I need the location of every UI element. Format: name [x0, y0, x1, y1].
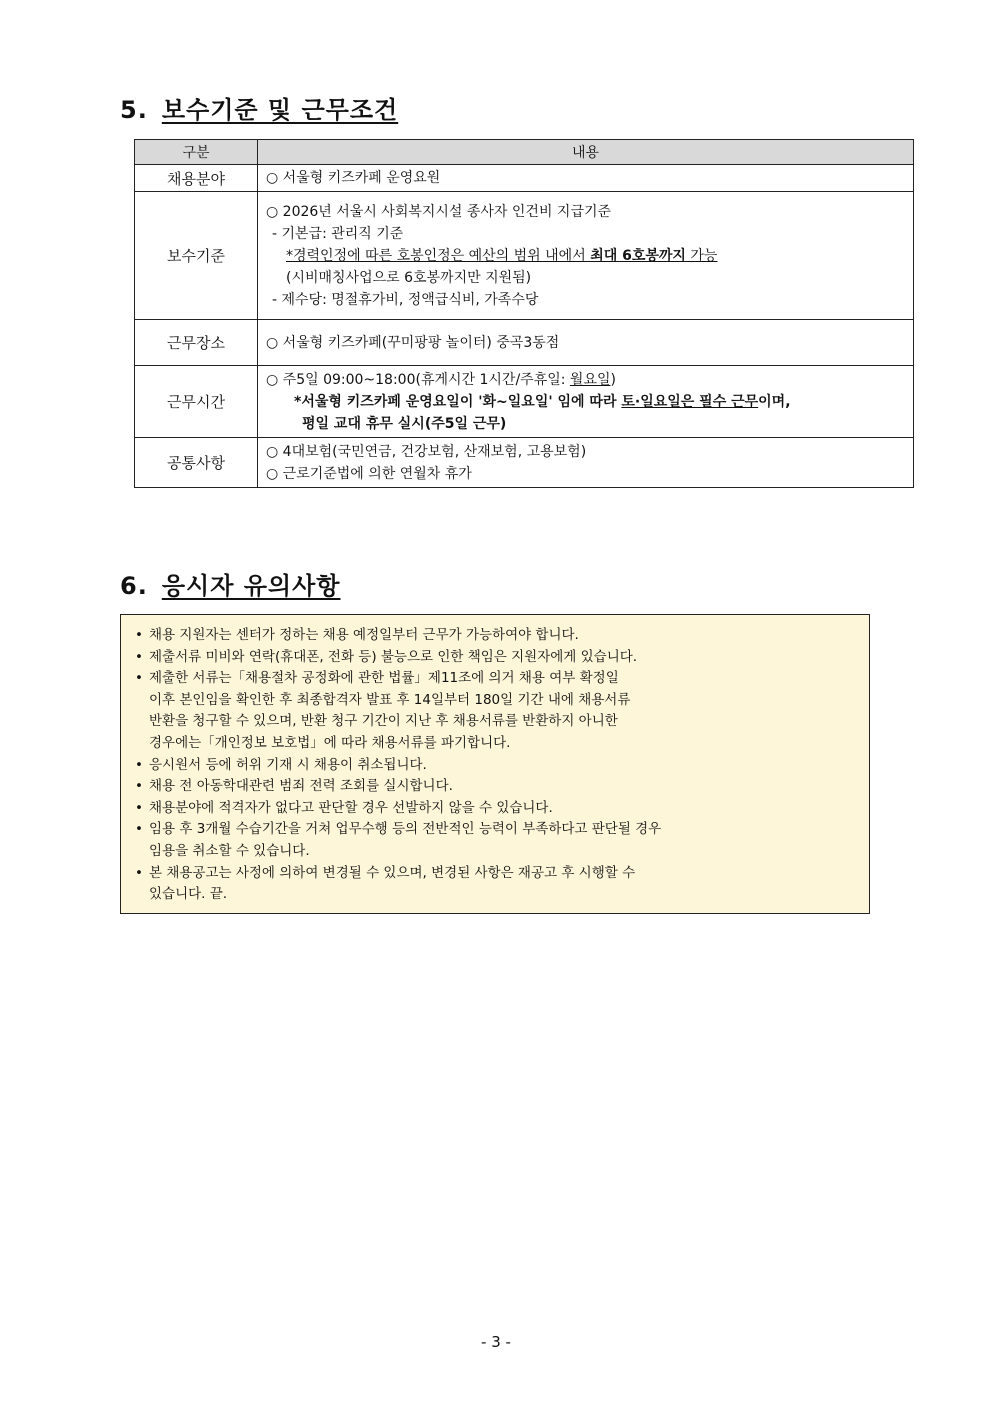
bullet-icon: • [135, 627, 143, 643]
list-item [135, 647, 855, 669]
table-row [135, 366, 914, 438]
content-text: ) [610, 371, 616, 388]
work-conditions-table [134, 139, 914, 488]
content-text-underlined: 월요일 [569, 371, 611, 388]
content-text-bold: 최대 6호봉까지 [590, 247, 686, 264]
section-title: 응시자 유의사항 [161, 572, 341, 600]
section-number: 5. [120, 96, 148, 124]
table-header-row [135, 140, 914, 165]
content-line [266, 245, 905, 267]
notice-box [120, 614, 870, 914]
notice-text: 임용 후 3개월 수습기간을 거쳐 업무수행 등의 전반적인 능력이 부족하다고 판단될 경우 [149, 821, 662, 838]
content-text-underlined: 토·일요일은 필수 근무 [621, 393, 759, 410]
content-line: 평일 교대 휴무 실시(주5일 근무) [302, 415, 507, 432]
section-title: 보수기준 및 근무조건 [161, 96, 399, 124]
notice-text-continued: 이후 본인임을 확인한 후 최종합격자 발표 후 14일부터 180일 기간 내에 채용서류 [149, 691, 631, 708]
table-row [135, 165, 914, 192]
content-text: *경력인정에 따른 호봉인정은 예산의 범위 내에서 [286, 247, 591, 264]
bullet-icon: • [135, 778, 143, 795]
content-text: 가능 [685, 247, 718, 264]
content-line: ○ 4대보험(국민연금, 건강보험, 산재보험, 고용보험) [266, 443, 587, 460]
page-number: - 3 - [481, 1333, 511, 1351]
content-line: ○ 근로기준법에 의한 연월차 휴가 [266, 465, 472, 482]
table-row [135, 320, 914, 366]
row-content [258, 320, 914, 366]
notice-text-continued: 경우에는「개인정보 보호법」에 따라 채용서류를 파기합니다. [149, 734, 511, 751]
header-content: 내용 [258, 140, 914, 165]
content-text: 이며, [758, 393, 791, 410]
section-5-heading [120, 90, 398, 125]
list-item [135, 625, 855, 647]
content-line: ○ 서울형 키즈카페(꾸미팡팡 놀이터) 중곡3동점 [266, 334, 560, 351]
content-line [266, 369, 905, 391]
table-row [135, 438, 914, 488]
list-item [135, 798, 855, 820]
content-text: ○ 주5일 09:00~18:00(휴게시간 1시간/주휴일: [266, 371, 570, 388]
content-line: - 제수당: 명절휴가비, 정액급식비, 가족수당 [272, 291, 539, 308]
row-content [258, 366, 914, 438]
bullet-icon: • [135, 670, 143, 687]
bullet-icon: • [135, 821, 143, 838]
bullet-icon: • [135, 648, 143, 665]
notice-text: 제출한 서류는「채용절차 공정화에 관한 법률」제11조에 의거 채용 여부 확정일 [149, 670, 619, 687]
row-content [258, 165, 914, 192]
notice-text-continued: 임용을 취소할 수 있습니다. [149, 842, 310, 859]
list-item [135, 819, 855, 841]
section-6-heading [120, 566, 340, 601]
bullet-icon: • [135, 756, 143, 773]
content-text: *서울형 키즈카페 운영요일이 '화~일요일' 임에 따라 [294, 393, 622, 410]
bullet-icon: • [135, 864, 143, 881]
content-line: ○ 서울형 키즈카페 운영요원 [266, 170, 441, 186]
notice-text-continued: 반환을 청구할 수 있으며, 반환 청구 기간이 지난 후 채용서류를 반환하지 아니한 [149, 713, 618, 730]
row-label: 근무장소 [135, 320, 258, 366]
row-label: 보수기준 [135, 192, 258, 320]
content-line: - 기본급: 관리직 기준 [272, 225, 404, 242]
list-item [135, 863, 855, 885]
notice-text-continued: 있습니다. 끝. [149, 886, 228, 903]
notice-text: 채용분야에 적격자가 없다고 판단할 경우 선발하지 않을 수 있습니다. [149, 799, 553, 816]
table-row [135, 192, 914, 320]
row-label: 근무시간 [135, 366, 258, 438]
row-label: 채용분야 [135, 165, 258, 192]
notice-text: 채용 지원자는 센터가 정하는 채용 예정일부터 근무가 가능하여야 합니다. [149, 627, 579, 643]
list-item [135, 668, 855, 690]
section-number: 6. [120, 572, 148, 600]
notice-text: 제출서류 미비와 연락(휴대폰, 전화 등) 불능으로 인한 책임은 지원자에게 있습니다. [149, 648, 638, 665]
header-category: 구분 [135, 140, 258, 165]
notice-text: 본 채용공고는 사정에 의하여 변경될 수 있으며, 변경된 사항은 재공고 후 시행할 수 [149, 864, 636, 881]
row-content [258, 438, 914, 488]
notice-text: 채용 전 아동학대관련 범죄 전력 조회를 실시합니다. [149, 778, 453, 795]
content-line: (시비매칭사업으로 6호봉까지만 지원됨) [286, 269, 532, 286]
row-label: 공통사항 [135, 438, 258, 488]
list-item [135, 776, 855, 798]
bullet-icon: • [135, 799, 143, 816]
row-content [258, 192, 914, 320]
list-item [135, 755, 855, 777]
notice-text: 응시원서 등에 허위 기재 시 채용이 취소됩니다. [149, 756, 427, 773]
content-line [266, 391, 905, 413]
content-line: ○ 2026년 서울시 사회복지시설 종사자 인건비 지급기준 [266, 203, 612, 220]
